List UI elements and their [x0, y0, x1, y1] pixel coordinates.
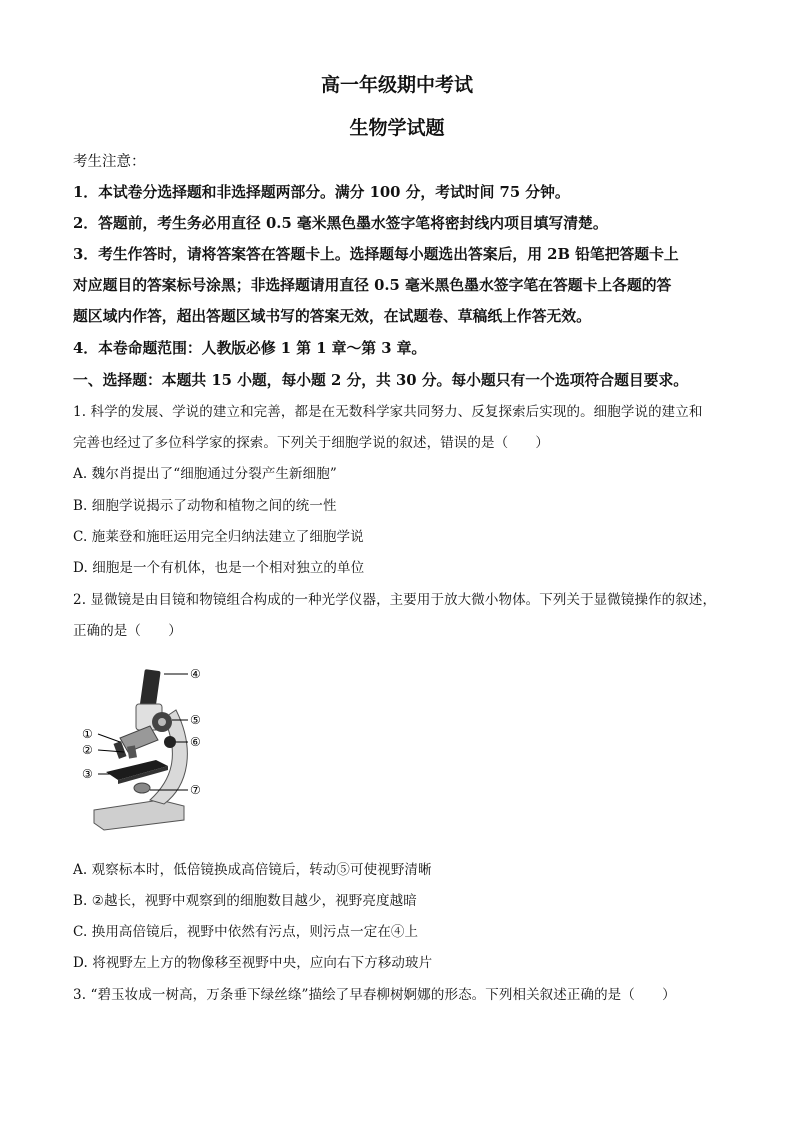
microscope-icon [80, 660, 210, 840]
exam-subtitle: 生物学试题 [349, 117, 445, 139]
q1-option-a: A. 魏尔肖提出了“细胞通过分裂产生新细胞” [73, 466, 337, 482]
q1-stem-2: 完善也经过了多位科学家的探索。下列关于细胞学说的叙述，错误的是（ ） [73, 435, 549, 451]
q3-stem-1: 3. “碧玉妆成一树高，万条垂下绿丝绦”描绘了早春柳树婀娜的形态。下列相关叙述正确的是（ ） [73, 987, 676, 1003]
notice-item-4: 4．本卷命题范围：人教版必修 1 第 1 章～第 3 章。 [73, 340, 427, 357]
q1-option-d: D. 细胞是一个有机体，也是一个相对独立的单位 [73, 560, 365, 576]
notice-item-2: 2．答题前，考生务必用直径 0.5 毫米黑色墨水签字笔将密封线内项目填写清楚。 [73, 215, 608, 232]
microscope-figure [80, 660, 210, 840]
q1-stem-1: 1. 科学的发展、学说的建立和完善，都是在无数科学家共同努力、反复探索后实现的。细胞学说的建立和 [73, 404, 703, 420]
label-5: ⑤ [190, 713, 201, 727]
q2-stem-2: 正确的是（ ） [73, 623, 182, 639]
label-1: ① [82, 727, 93, 741]
exam-title: 高一年级期中考试 [320, 74, 473, 96]
label-2: ② [82, 743, 93, 757]
q2-option-a: A. 观察标本时，低倍镜换成高倍镜后，转动⑤可使视野清晰 [73, 862, 432, 878]
notice-item-3: 3．考生作答时，请将答案答在答题卡上。选择题每小题选出答案后，用 2B 铅笔把答题卡上 [73, 246, 679, 263]
label-6: ⑥ [190, 735, 201, 749]
label-4: ④ [190, 667, 201, 681]
notice-item-3-cont2: 题区域内作答，超出答题区域书写的答案无效，在试题卷、草稿纸上作答无效。 [73, 308, 591, 325]
label-3: ③ [82, 767, 93, 781]
label-7: ⑦ [190, 783, 201, 797]
q2-option-c: C. 换用高倍镜后，视野中依然有污点，则污点一定在④上 [73, 924, 419, 940]
notice-item-1: 1．本试卷分选择题和非选择题两部分。满分 100 分，考试时间 75 分钟。 [73, 184, 570, 201]
q1-option-b: B. 细胞学说揭示了动物和植物之间的统一性 [73, 498, 337, 514]
q2-option-d: D. 将视野左上方的物像移至视野中央，应向右下方移动玻片 [73, 955, 433, 971]
section-heading: 一、选择题：本题共 15 小题，每小题 2 分，共 30 分。每小题只有一个选项符合题目要求。 [73, 372, 689, 389]
q1-option-c: C. 施莱登和施旺运用完全归纳法建立了细胞学说 [73, 529, 364, 545]
q2-stem-1: 2. 显微镜是由目镜和物镜组合构成的一种光学仪器，主要用于放大微小物体。下列关于显微镜操作的叙述， [73, 592, 717, 608]
notice-heading: 考生注意： [73, 154, 146, 170]
q2-option-b: B. ②越长，视野中观察到的细胞数目越少，视野亮度越暗 [73, 893, 417, 909]
notice-item-3-cont: 对应题目的答案标号涂黑；非选择题请用直径 0.5 毫米黑色墨水签字笔在答题卡上各题的答 [73, 277, 672, 294]
